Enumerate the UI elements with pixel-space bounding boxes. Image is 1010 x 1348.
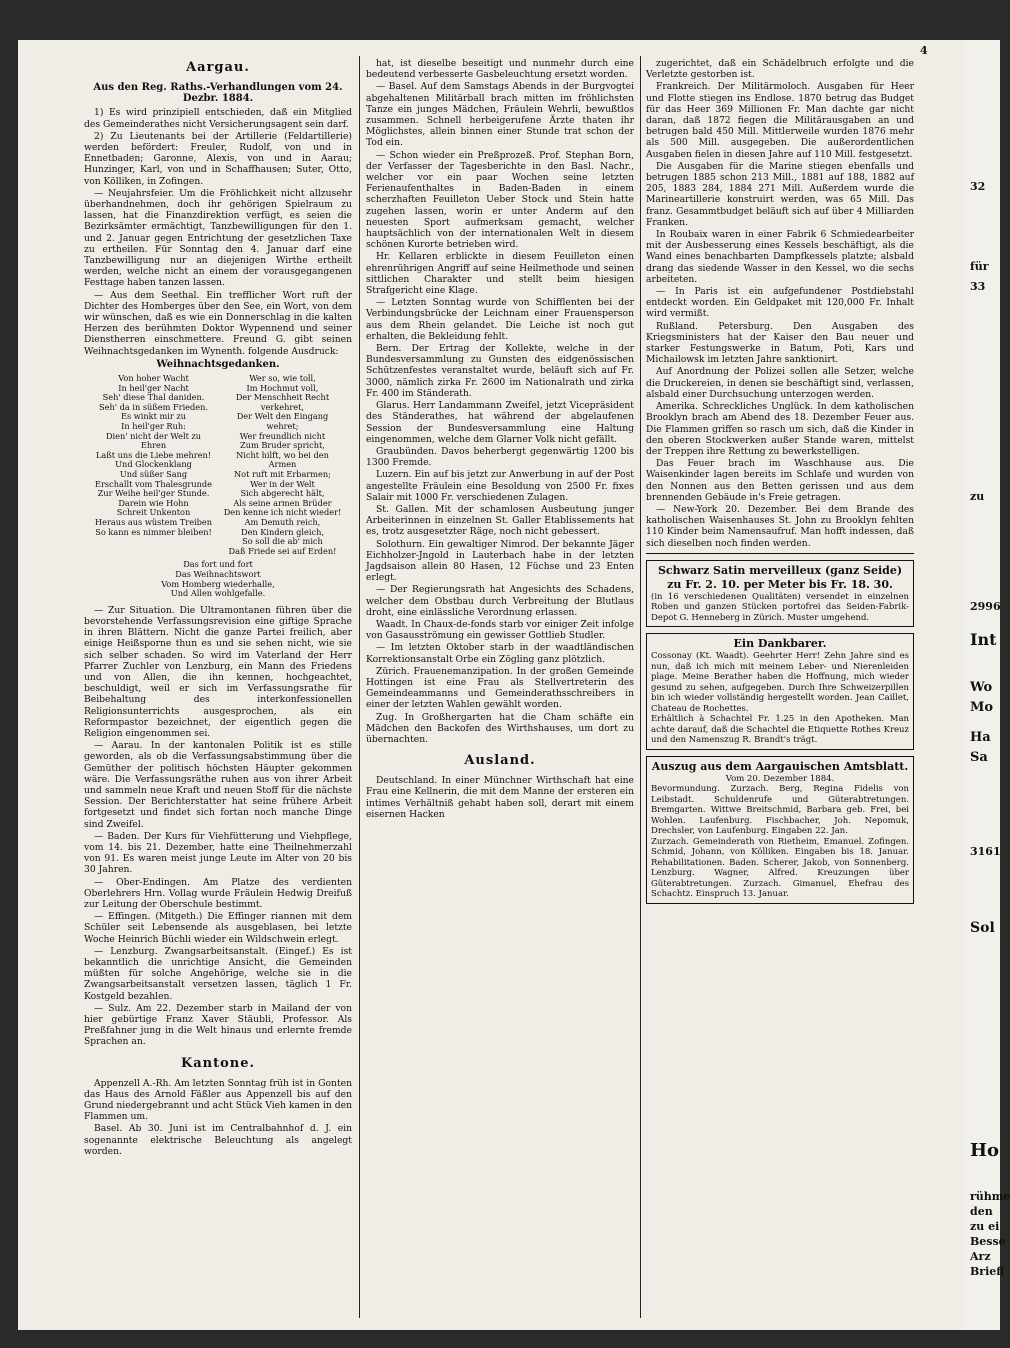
column-3 <box>646 58 914 1320</box>
ad-text: Cossonay (Kt. Waadt). Geehrter Herr! Zehn Jahre sind es nun, daß ich mich mit meinem Leber- und Nierenleiden plage. Meine Berather haben die Hoffnung, mich wieder gesund zu sehen, aufgegeben. Durch Ihre Schweizerpillen bin ich wieder vollständig hergestellt worden. Jean Caillet, Chateau de Rochettes. <box>651 651 909 714</box>
ad-text: Bevormundung. Zurzach. Berg, Regina Fidelis von Leibstadt. Schuldenrufe und Güterabtretungen. Bremgarten. Wittwe Breitschmid, Barbara geb. Frei, bei Wohlen. Laufenburg. Fischbacher, Joh. Nepomuk, Drechsler, von Laufenburg. Eingaben 22. Jan. <box>651 784 909 837</box>
advertisement-thanks <box>646 633 914 750</box>
subheading: Aus den Reg. Raths.-Verhandlungen vom 24. Dezbr. 1884. <box>93 82 343 105</box>
ad-title: Auszug aus dem Aargauischen Amtsblatt. <box>651 759 909 773</box>
paragraph: Luzern. Ein auf bis jetzt zur Anwerbung in auf der Post angestellte Fräulein eine Besoldung von 2500 Fr. fixes Salair mit 1000 Fr. verschiedenen Zulagen. <box>366 469 634 503</box>
paragraph: Appenzell A.-Rh. Am letzten Sonntag früh ist in Gonten das Haus des Arnold Fäßler aus Appenzell bis auf den Grund niedergebrannt und acht Stück Vieh kamen in den Flammen um. <box>84 1077 352 1123</box>
paragraph: zugerichtet, daß ein Schädelbruch erfolgte und die Verletzte gestorben ist. <box>646 58 914 81</box>
paragraph: Basel. Ab 30. Juni ist im Centralbahnhof d. J. ein sogenannte elektrische Beleuchtung als angelegt worden. <box>84 1123 352 1157</box>
poem <box>94 374 342 556</box>
bleed-text: Wo <box>970 680 993 695</box>
column-2 <box>366 58 634 1320</box>
bleed-text: Ha <box>970 730 991 745</box>
bleed-text: Sol <box>970 920 995 936</box>
ad-footer: Erhältlich à Schachtel Fr. 1.25 in den Apotheken. Man achte darauf, daß die Schachtel die Etiquette Rothes Kreuz und den Namenszug R. Brandt's trägt. <box>651 714 909 746</box>
section-heading-aargau: Aargau. <box>186 60 250 75</box>
ad-text: (in 16 verschiedenen Qualitäten) versendet in einzelnen Roben und ganzen Stücken portofrei das Seiden-Fabrik-Depot G. Henneberg in Zürich. Muster umgehend. <box>651 591 909 623</box>
bleed-text: Ho <box>970 1140 1000 1161</box>
ad-price: zu Fr. 2. 10. per Meter bis Fr. 18. 30. <box>667 577 893 591</box>
paragraph: — Ober-Endingen. Am Platze des verdienten Oberlehrers Hrn. Vollag wurde Fräulein Hedwig Dreifuß zur Leitung der Oberschule bestimmt. <box>84 876 352 911</box>
paragraph: — Der Regierungsrath hat Angesichts des Schadens, welcher dem Obstbau durch Verbreitung der Blutlaus droht, eine einlässliche Verordnung erlassen. <box>366 584 634 618</box>
paragraph: Die Ausgaben für die Marine stiegen ebenfalls und betrugen 1885 schon 213 Mill., 1881 auf 188, 1882 auf 205, 1883 284, 1884 271 Mill. Außerdem wurde die Marineartillerie konstruirt werden, was 65 Mill. Das franz. Gesammtbudget beläuft sich auf über 4 Milliarden Franken. <box>646 160 914 228</box>
bleed-text: 2996 <box>970 600 1001 613</box>
page-number: 4 <box>920 44 928 57</box>
paragraph: Rußland. Petersburg. Den Ausgaben des Kriegsministers hat der Kaiser den Bau neuer und starker Festungswerke in Batum, Poti, Kars und Michailowsk im letzten Jahre sanktionirt. <box>646 320 914 366</box>
poem-left: Von hoher Wacht In heil'ger Nacht Seh' diese Thal daniden. Seh' da in süßem Frieden. Es winkt mir zu In heil'ger Ruh: Dien' nicht der Welt zu Ehren Laßt uns die Liebe mehren! Und Glockenklang Und süßer Sang Erschallt vom Thalesgrunde Zur Weihe heil'ger Stunde. Darein wie Hohn Schreit Unkenton Heraus aus wüstem Treiben So kann es nimmer bleiben! <box>95 373 213 537</box>
section-heading-kantone: Kantone. <box>180 1055 256 1071</box>
paragraph: Amerika. Schreckliches Unglück. In dem katholischen Brooklyn brach am Abend des 18. Dezember Feuer aus. Die Flammen griffen so rasch um sich, daß die Kinder in den oberen Stockwerken außer Stande waren, mittelst der Treppen ihre Rettung zu bewerkstelligen. <box>646 401 914 457</box>
paragraph: Graubünden. Davos beherbergt gegenwärtig 1200 bis 1300 Fremde. <box>366 445 634 469</box>
paragraph: Solothurn. Ein gewaltiger Nimrod. Der bekannte Jäger Eichholzer-Jngold in Lauterbach habe in der letzten Jagdsaison allein 80 Hasen, 12 Füchse und 23 Enten erlegt. <box>366 538 634 584</box>
column-divider <box>359 56 360 1318</box>
bleed-text: für <box>970 260 989 273</box>
paragraph: Zug. In Großhergarten hat die Cham schäfte ein Mädchen den Backofen des Wirthshauses, um dort zu übernachten. <box>366 711 634 745</box>
paragraph: — Schon wieder ein Preßprozeß. Prof. Stephan Born, der Verfasser der Tagesberichte in den Basl. Nachr., welcher vor ein paar Wochen seine letzten Ferienaufenthaltes in Baden-Baden in einem scherzhaften Feuilleton Ueber Stock und Stein hatte zugehen lassen, worin er unter Anderm auf den neuesten Sport aufmerksam gemacht, welcher hauptsächlich von der internationalen Welt in diesem schönen Kurorte betrieben wird. <box>366 149 634 251</box>
poem-right: Wer so, wie toll, Im Hochmut voll, Der Menschheit Recht verkehret, Der Welt den Eingang wehret; Wer freundlich nicht Zum Bruder spricht, Nicht hilft, wo bei den Armen Not ruft mit Erbarmen; Wer in der Welt Sich abgerecht hält, Als seine armen Brüder Den kenne ich nicht wieder! Am Demuth reich, Den Kindern gleich, So soll die ab' mich Daß Friede sei auf Erden! <box>223 373 342 556</box>
paragraph: — Effingen. (Mitgeth.) Die Effinger riannen mit dem Schüler seit Lebensende als ausgeblasen, bei letzte Woche Heinrich Büchli wieder ein Wildschwein erlegt. <box>84 911 352 945</box>
paragraph: — Neujahrsfeier. Um die Fröhlichkeit nicht allzusehr überhandnehmen, doch ihr gehörigen Spielraum zu lassen, hat die Finanzdirektion verfügt, es seien die Bezirksämter ermächtigt, Tanzbewilligungen für den 1. und 2. Januar gegen Entrichtung der gesetzlichen Taxe zu ertheilen. Für Sonntag den 4. Januar darf eine Tanzbewilligung nur an diejenigen Wirthe ertheilt werden, welche nicht an einem der vorausgegangenen Festtage haben tanzen lassen. <box>84 187 352 289</box>
paragraph: Deutschland. In einer Münchner Wirthschaft hat eine Frau eine Kellnerin, die mit dem Manne der ersteren ein intimes Verhältniß gehabt haben soll, derart mit einem eisernen Hacken <box>366 775 634 820</box>
official-gazette-extract <box>646 756 914 904</box>
bleed-text: zu ei <box>970 1220 1000 1233</box>
poem-title: Weihnachtsgedanken. <box>156 358 280 370</box>
paragraph: Hr. Kellaren erblickte in diesem Feuilleton einen ehrenrührigen Angriff auf seine Heilmethode und seinen sittlichen Charakter und stellt beim hiesigen Strafgericht eine Klage. <box>366 251 634 297</box>
column-1 <box>84 58 352 1320</box>
bleed-text: rühme <box>970 1190 1010 1203</box>
paragraph: — In Paris ist ein aufgefundener Postdiebstahl entdeckt worden. Ein Geldpaket mit 120,000 Fr. Inhalt wird vermißt. <box>646 286 914 320</box>
ad-title: Ein Dankbarer. <box>733 637 827 651</box>
bleed-text: Besse <box>970 1235 1006 1248</box>
paragraph: Frankreich. Der Militärmoloch. Ausgaben für Heer und Flotte stiegen ins Endlose. 1870 betrug das Budget für das Heer 369 Millionen Fr. Man dachte gar nicht daran, daß 1872 fiegen die Militärausgaben an und betrugen bald 450 Mill. Mittlerweile wurden 1876 mehr als 500 Mill. ausgegeben. Die außerordentlichen Ausgaben fielen in diesen Jahre auf 110 Mill. festgesetzt. <box>646 81 914 160</box>
column-divider <box>640 56 641 1318</box>
bleed-text: 33 <box>970 280 986 293</box>
ad-date: Vom 20. Dezember 1884. <box>725 773 835 784</box>
paragraph: St. Gallen. Mit der schamlosen Ausbeutung junger Arbeiterinnen in einzelnen St. Galler Etablissements hat es, trotz ausgesetzter Räge, noch nicht gebessert. <box>366 503 634 538</box>
paragraph: — Lenzburg. Zwangsarbeitsanstalt. (Eingef.) Es ist bekanntlich die unrichtige Ansicht, die Gemeinden müßten für solche Angehörige, welche sie in die Zwangsarbeitsanstalt versetzen lassen, täglich 1 Fr. Kostgeld bezahlen. <box>84 945 352 1002</box>
divider <box>646 553 914 554</box>
paragraph: — Letzten Sonntag wurde von Schifflenten bei der Verbindungsbrücke der Leichnam einer Frauensperson aus dem Rhein gelandet. Die Leiche ist noch gut erhalten, die Bekleidung fehlt. <box>366 297 634 342</box>
paragraph: — New-York 20. Dezember. Bei dem Brande des katholischen Waisenhauses St. John zu Brooklyn fehlten 110 Kinder beim Namensaufruf. Man hofft indessen, daß sich dieselben noch finden werden. <box>646 503 914 549</box>
bleed-text: 3161 <box>970 845 1001 858</box>
bleed-text: Mo <box>970 700 994 715</box>
bleed-text: zu <box>970 490 985 503</box>
paragraph: hat, ist dieselbe beseitigt und nunmehr durch eine bedeutend verbesserte Gasbeleuchtung ersetzt worden. <box>366 58 634 81</box>
paragraph: Waadt. In Chaux-de-fonds starb vor einiger Zeit infolge von Gasausströmung ein gewisser Gottlieb Studler. <box>366 618 634 642</box>
paragraph: — Baden. Der Kurs für Viehfütterung und Viehpflege, vom 14. bis 21. Dezember, hatte eine Theilnehmerzahl von 91. Es waren meist junge Leute im Alter von 20 bis 30 Jahren. <box>84 830 352 876</box>
bleed-text: Arz <box>970 1250 991 1263</box>
paragraph: Zürich. Frauenemanzipation. In der großen Gemeinde Hottingen ist eine Frau als Stellvertreterin des Gemeindeammanns und Gemeinderathsschreibers in einer der letzten Wahlen gewählt worden. <box>366 665 634 711</box>
bleed-text: Briefl <box>970 1265 1005 1278</box>
ad-text: Zurzach. Gemeinderath von Rietheim, Emanuel. Zofingen. Schmid, Johann, von Kölliken. Eingaben bis 18. Januar. Rehabilitationen. Baden. Scherer, Jakob, von Sonnenberg. Lenzburg. Wagner, Alfred. Kreuzungen über Güterabtretungen. Zurzach. Gimanuel, Ehefrau des Schachtz. Einspruch 13. Januar. <box>651 836 909 900</box>
poem-end: Das fort und fort Das Weihnachtswort Vom Homberg wiederhalle, Und Allen wohlgefalle. <box>161 559 275 599</box>
paragraph: Das Feuer brach im Waschhause aus. Die Waisenkinder lagen bereits im Schlafe und wurden von den Nonnen aus den Betten gerissen und aus dem brennenden Gebäude in's Freie getragen. <box>646 458 914 503</box>
section-heading-ausland: Ausland. <box>464 753 536 769</box>
paragraph: 2) Zu Lieutenants bei der Artillerie (Feldartillerie) werden befördert: Freuler, Rudolf, von und in Ennetbaden; Garonne, Alexis, von und in Aarau; Hunzinger, Karl, von und in Schaffhausen; Suter, Otto, von Kölliken, in Zofingen. <box>84 130 352 187</box>
bleed-text: 32 <box>970 180 986 193</box>
paragraph: 1) Es wird prinzipiell entschieden, daß ein Mitglied des Gemeinderathes nicht Versicherungsagent sein darf. <box>84 107 352 130</box>
bleed-text: Int <box>970 630 997 649</box>
paragraph: — Basel. Auf dem Samstags Abends in der Burgvogtei abgehaltenen Militärball brach mitten im fröhlichsten Tanze ein junges Mädchen, Fräulein Wehrli, bewußtlos zusammen. Schnell herbeigerufene Ärzte thaten ihr Möglichstes, allein binnen einer Stunde trat schon der Tod ein. <box>366 81 634 149</box>
paragraph: In Roubaix waren in einer Fabrik 6 Schmiedearbeiter mit der Ausbesserung eines Kessels beschäftigt, als die Wand eines benachbarten Dampfkessels platzte; alsbald drang das siedende Wasser in den Kessel, wo die sechs arbeiteten. <box>646 229 914 285</box>
paragraph: Auf Anordnung der Polizei sollen alle Setzer, welche die Druckereien, in denen sie beschäftigt sind, verlassen, alsbald einer Durchsuchung unterzogen werden. <box>646 366 914 400</box>
paragraph: Bern. Der Ertrag der Kollekte, welche in der Bundesversammlung zu Gunsten des eidgenössischen Schützenfestes veranstaltet wurde, beläuft sich auf Fr. 3000, nämlich zirka Fr. 2600 im Nationalrath und zirka Fr. 400 im Ständerath. <box>366 343 634 399</box>
ad-title: Schwarz Satin merveilleux (ganz Seide) <box>657 563 903 577</box>
bleed-text: Sa <box>970 750 988 765</box>
paragraph: — Zur Situation. Die Ultramontanen führen über die bevorstehende Verfassungsrevision eine giftige Sprache in ihren Blättern. Nicht die ganze Partei freilich, aber einige Heißsporne thun es und sie sehen nicht, wie sie sich selber schaden. So wird im Vaterland der Herr Pfarrer Zuchler von Lenzburg, ein Mann des Friedens und von Allen, die ihn kennen, hochgeachtet, beschuldigt, weil er sich im Verfassungsrathe für Beibehaltung des interkonfessionellen Religionsunterrichts ausgesprochen, als ein Reformpastor bezeichnet, der eigentlich gegen die Religion eingenommen sei. <box>84 604 352 739</box>
bleed-text: den <box>970 1205 993 1218</box>
paragraph: — Im letzten Oktober starb in der waadtländischen Korrektionsanstalt Orbe ein Zögling ganz plötzlich. <box>366 642 634 665</box>
paragraph: — Sulz. Am 22. Dezember starb in Mailand der von hier gebürtige Franz Xaver Stäubli, Professor. Als Preßfahner jung in die Welt hinaus und erlernte fremde Sprachen an. <box>84 1002 352 1048</box>
paragraph: Glarus. Herr Landammann Zweifel, jetzt Vicepräsident des Ständerathes, hat während der abgelaufenen Session der Bundesversammlung eine Haltung eingenommen, welche dem Glarner Volk nicht gefällt. <box>366 400 634 445</box>
paragraph: — Aus dem Seethal. Ein trefflicher Wort ruft der Dichter des Homberges über den See, ein Wort, von dem wir wünschen, daß es wie ein Donnerschlag in die kalten Herzen des berühmten Doktor Wypennend und seiner Dienstherren einschmettere. Freund G. gibt seinen Weihnachtsgedanken im Wynenth. folgende Ausdruck: <box>84 289 352 357</box>
advertisement-silk <box>646 560 914 628</box>
adjacent-page-edge <box>964 40 1010 1330</box>
paragraph: — Aarau. In der kantonalen Politik ist es stille geworden, als ob die Verfassungsabstimmung über die Gemüther der politisch höchsten Häupter gekommen wäre. Die Verfassungsräthe ruhen aus von ihrer Arbeit und sammeln neue Kraft und neuen Stoff für die nächste Session. Der Berichterstatter hat seine frühere Arbeit fortgesetzt und findet sich fortan noch manche Dinge sind Zweifel. <box>84 740 352 830</box>
